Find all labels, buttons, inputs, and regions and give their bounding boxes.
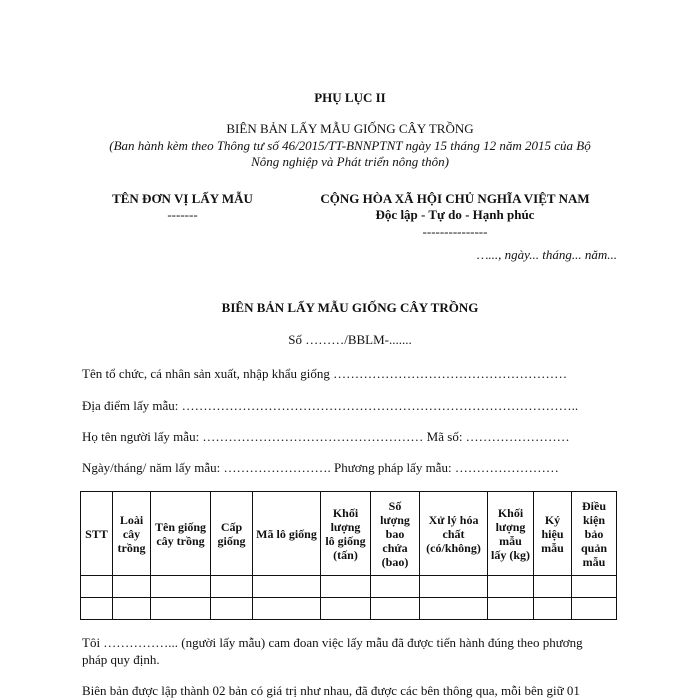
table-cell[interactable] <box>81 598 113 620</box>
issued-note-line1: (Ban hành kèm theo Thông tư số 46/2015/TT-BNNPTNT ngày 15 tháng 12 năm 2015 của Bộ <box>109 138 591 153</box>
col-header-chemical-treatment: Xử lý hóa chất (có/không) <box>420 492 488 576</box>
table-cell[interactable] <box>420 576 488 598</box>
appendix-label: PHỤ LỤC II <box>314 90 386 105</box>
col-header-lot-weight: Khối lượng lô giống (tấn) <box>321 492 371 576</box>
commitment-line2: pháp quy định. <box>82 652 160 667</box>
sampler-name-field: Họ tên người lấy mẫu: …………………………………………… Mã số: …………………… <box>82 429 570 444</box>
col-header-species: Loài cây trồng <box>113 492 151 576</box>
table-cell[interactable] <box>151 576 211 598</box>
col-header-sample-code: Ký hiệu mẫu <box>534 492 572 576</box>
date-line: …..., ngày... tháng... năm... <box>476 247 617 262</box>
closing-line: Biên bản được lập thành 02 bản có giá trị như nhau, đã được các bên thông qua, mỗi bên giữ 01 <box>82 683 580 698</box>
right-header-dashes: --------------- <box>422 224 488 239</box>
table-cell[interactable] <box>151 598 211 620</box>
table-cell[interactable] <box>572 576 617 598</box>
table-cell[interactable] <box>211 576 253 598</box>
record-number: Số ………/BBLM-....... <box>288 332 412 347</box>
table-cell[interactable] <box>488 598 534 620</box>
table-cell[interactable] <box>113 598 151 620</box>
commitment-line1: Tôi ……………... (người lấy mẫu) cam đoan việc lấy mẫu đã được tiến hành đúng theo phương <box>82 635 583 650</box>
sampling-place-field: Địa điểm lấy mẫu: ……………………………………………………………………………….. <box>82 398 579 413</box>
table-cell[interactable] <box>113 576 151 598</box>
table-cell[interactable] <box>321 598 371 620</box>
table-cell[interactable] <box>420 598 488 620</box>
table-cell[interactable] <box>321 576 371 598</box>
sampling-unit-name: TÊN ĐƠN VỊ LẤY MẪU <box>112 191 253 206</box>
sampling-table <box>80 491 617 620</box>
table-cell[interactable] <box>81 576 113 598</box>
table-cell[interactable] <box>534 598 572 620</box>
date-method-field: Ngày/tháng/ năm lấy mẫu: ……………………. Phương pháp lấy mẫu: …………………… <box>82 460 559 475</box>
table-cell[interactable] <box>253 576 321 598</box>
table-cell[interactable] <box>253 598 321 620</box>
table-row <box>81 598 617 620</box>
country-name: CỘNG HÒA XÃ HỘI CHỦ NGHĨA VIỆT NAM <box>320 191 590 206</box>
col-header-seed-grade: Cấp giống <box>211 492 253 576</box>
left-header-dashes: ------- <box>167 207 198 222</box>
table-cell[interactable] <box>572 598 617 620</box>
form-title: BIÊN BẢN LẤY MẪU GIỐNG CÂY TRỒNG <box>221 300 479 315</box>
table-header-row <box>81 492 617 576</box>
table-cell[interactable] <box>371 598 420 620</box>
table-cell[interactable] <box>371 576 420 598</box>
issued-note-line2: Nông nghiệp và Phát triển nông thôn) <box>251 154 449 169</box>
col-header-sample-weight: Khối lượng mẫu lấy (kg) <box>488 492 534 576</box>
col-header-lot-code: Mã lô giống <box>253 492 321 576</box>
table-cell[interactable] <box>488 576 534 598</box>
table-cell[interactable] <box>534 576 572 598</box>
col-header-bag-count: Số lượng bao chứa (bao) <box>371 492 420 576</box>
organization-field: Tên tổ chức, cá nhân sản xuất, nhập khẩu giống ……………………………………………… <box>82 366 568 381</box>
document-title: BIÊN BẢN LẤY MẪU GIỐNG CÂY TRỒNG <box>226 121 474 136</box>
table-cell[interactable] <box>211 598 253 620</box>
col-header-stt: STT <box>81 492 113 576</box>
national-motto: Độc lập - Tự do - Hạnh phúc <box>375 207 535 222</box>
col-header-storage-conditions: Điều kiện bảo quản mẫu <box>572 492 617 576</box>
table-row <box>81 576 617 598</box>
col-header-variety-name: Tên giống cây trồng <box>151 492 211 576</box>
